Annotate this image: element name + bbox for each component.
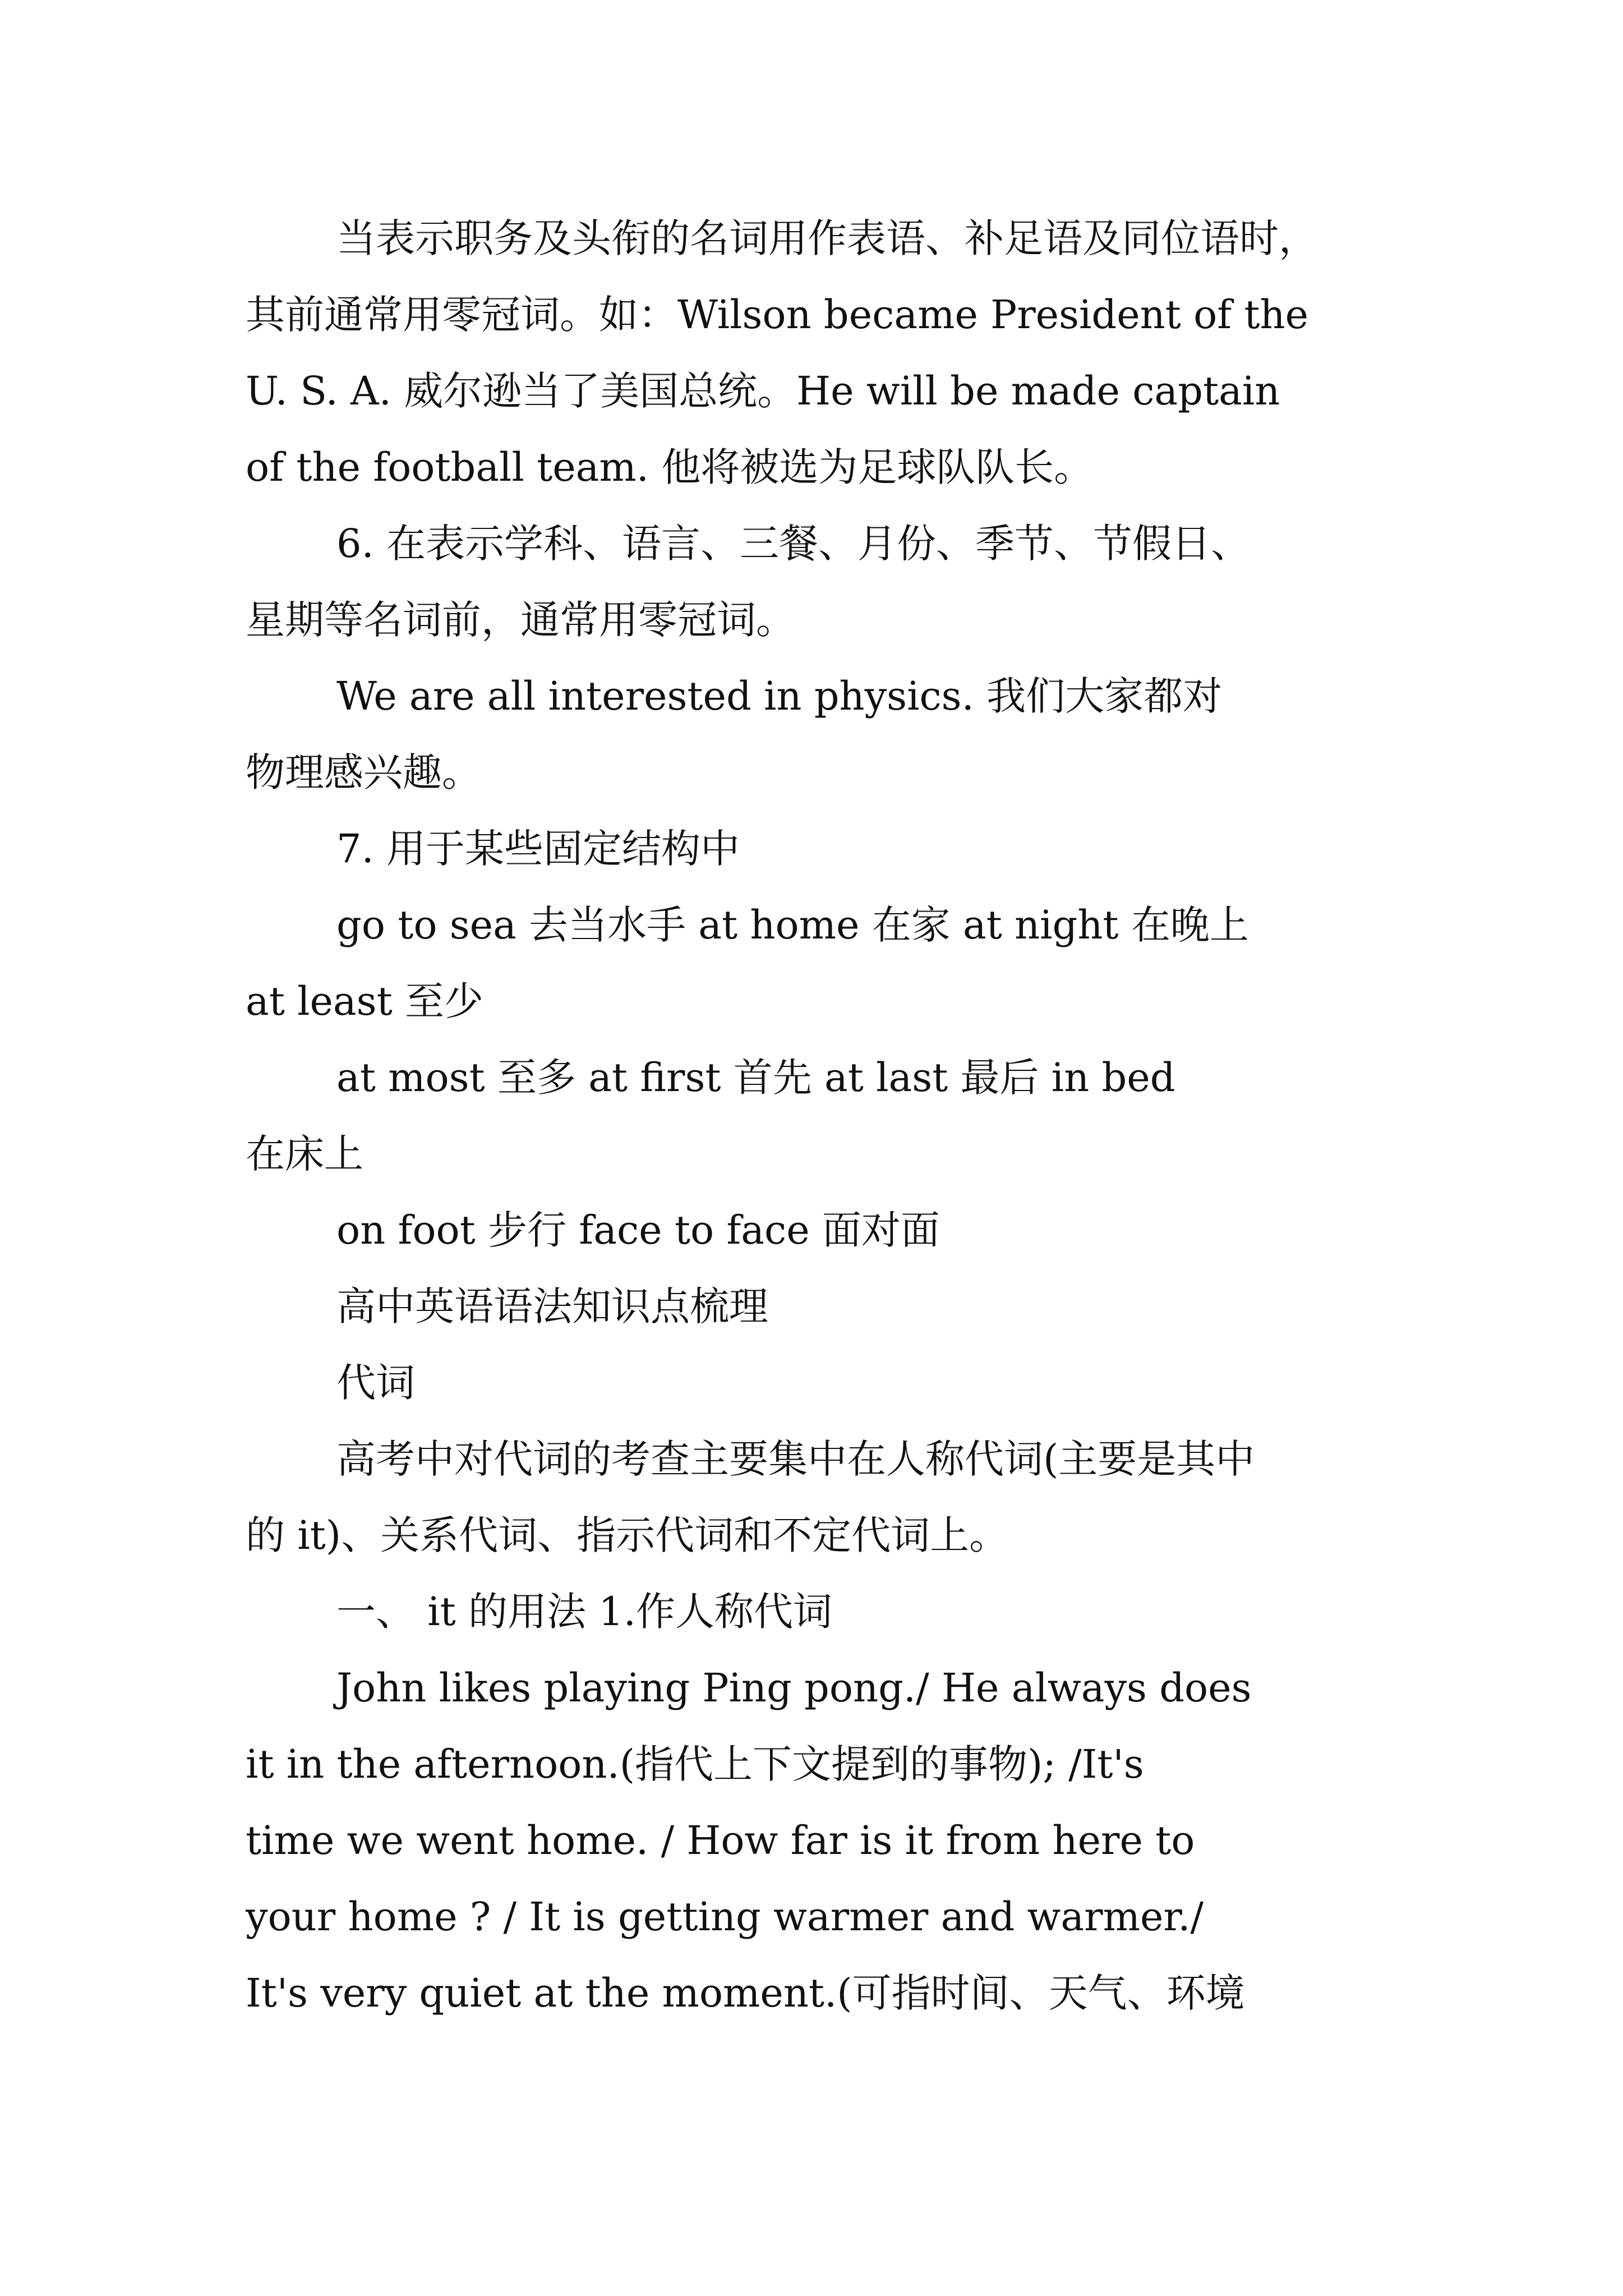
text-line: 的 it)、关系代词、指示代词和不定代词上。 — [246, 1512, 1009, 1558]
section-heading: 高中英语语法知识点梳理 — [336, 1283, 768, 1329]
text-line: time we went home. / How far is it from here to — [246, 1818, 1195, 1864]
text-line: We are all interested in physics. 我们大家都对 — [336, 673, 1223, 719]
text-line: 6. 在表示学科、语言、三餐、月份、季节、节假日、 — [336, 521, 1251, 567]
text-line: 高考中对代词的考查主要集中在人称代词(主要是其中 — [336, 1436, 1255, 1482]
text-line: at most 至多 at first 首先 at last 最后 in bed — [336, 1055, 1175, 1101]
text-line: 一、 it 的用法 1.作人称代词 — [336, 1589, 833, 1635]
subsection-heading: 代词 — [336, 1360, 415, 1406]
text-line: on foot 步行 face to face 面对面 — [336, 1207, 940, 1253]
text-line: 物理感兴趣。 — [246, 749, 481, 795]
text-line: 7. 用于某些固定结构中 — [336, 826, 740, 872]
text-line: 其前通常用零冠词。如：Wilson became President of the — [246, 292, 1309, 338]
text-line: go to sea 去当水手 at home 在家 at night 在晚上 — [336, 902, 1249, 948]
text-line: at least 至少 — [246, 978, 483, 1024]
text-line: 星期等名词前，通常用零冠词。 — [246, 597, 795, 643]
text-line: your home ? / It is getting warmer and warmer./ — [246, 1894, 1204, 1940]
text-line: 在床上 — [246, 1131, 363, 1177]
text-line: It's very quiet at the moment.(可指时间、天气、环境 — [246, 1970, 1245, 2016]
text-line: of the football team. 他将被选为足球队队长。 — [246, 444, 1094, 490]
text-line: 当表示职务及头衔的名词用作表语、补足语及同位语时， — [336, 215, 1318, 261]
text-line: it in the afternoon.(指代上下文提到的事物); /It's — [246, 1741, 1144, 1787]
text-line: John likes playing Ping pong./ He always does — [336, 1665, 1252, 1711]
text-line: U. S. A. 威尔逊当了美国总统。He will be made captain — [246, 368, 1280, 414]
